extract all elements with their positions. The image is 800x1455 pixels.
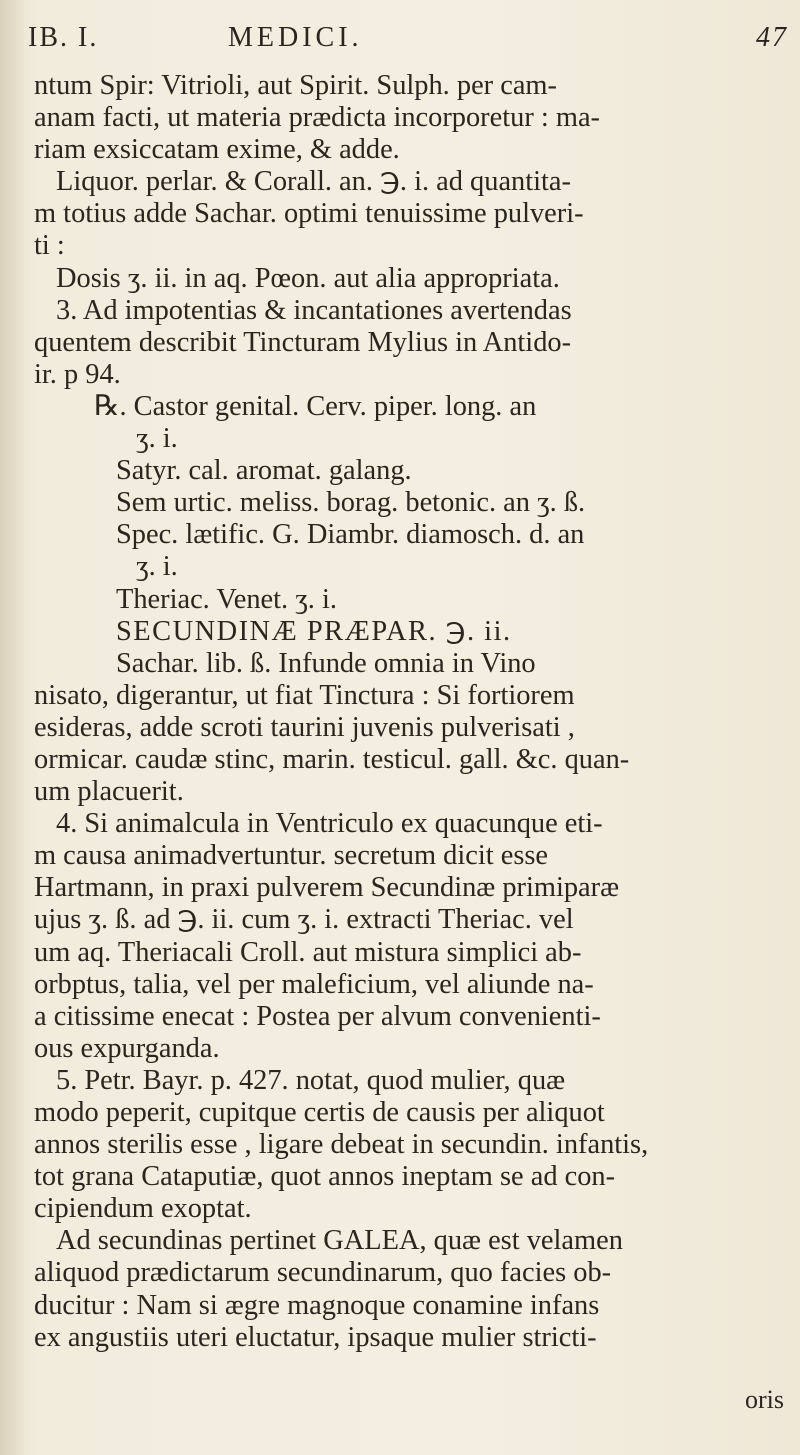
text-line: ex angustiis uteri eluctatur, ipsaque mulier stricti- [34, 1321, 597, 1353]
text-line: Sachar. lib. ß. Infunde omnia in Vino [116, 647, 536, 679]
text-line: ujus ʒ. ß. ad ℈. ii. cum ʒ. i. extracti Theriac. vel [34, 904, 574, 936]
text-line: ous expurganda. [34, 1032, 220, 1064]
text-line: ti : [34, 230, 65, 262]
text-line: Liquor. perlar. & Corall. an. ℈. i. ad quantita- [56, 166, 571, 198]
text-line: ducitur : Nam si ægre magnoque conamine infans [34, 1289, 600, 1321]
running-header [28, 22, 788, 62]
text-line: um placuerit. [34, 776, 184, 808]
text-line: Dosis ʒ. ii. in aq. Pœon. aut alia appropriata. [56, 262, 560, 294]
text-line: Theriac. Venet. ʒ. i. [116, 583, 337, 615]
text-line: esideras, adde scroti taurini juvenis pulverisati , [34, 711, 575, 743]
catchword: oris [745, 1385, 784, 1414]
text-line: annos sterilis esse , ligare debeat in secundin. infantis, [34, 1129, 649, 1161]
text-line: m causa animadvertuntur. secretum dicit esse [34, 840, 549, 872]
text-line: cipiendum exoptat. [34, 1193, 252, 1225]
text-line: Spec. lætific. G. Diambr. diamosch. d. an [116, 519, 585, 551]
header-book-number: IB. I. [28, 22, 99, 53]
text-line: tot grana Cataputiæ, quot annos ineptam se ad con- [34, 1161, 616, 1193]
text-line: anam facti, ut materia prædicta incorporetur : ma- [34, 102, 600, 134]
header-title: MEDICI. [228, 22, 363, 53]
page-number: 47 [756, 22, 788, 53]
text-line: ʒ. i. [136, 423, 178, 455]
text-line: quentem describit Tincturam Mylius in Antido- [34, 326, 572, 358]
text-line: 3. Ad impotentias & incantationes avertendas [56, 294, 572, 326]
text-line: modo peperit, cupitque certis de causis per aliquot [34, 1097, 605, 1128]
text-line: ormicar. caudæ stinc, marin. testicul. gall. &c. quan- [34, 743, 630, 775]
text-line: Hartmann, in praxi pulverem Secundinæ primiparæ [34, 872, 620, 904]
text-line: 5. Petr. Bayr. p. 427. notat, quod mulier, quæ [56, 1064, 566, 1096]
text-line: riam exsiccatam exime, & adde. [34, 134, 400, 166]
text-line: ʒ. i. [136, 551, 178, 583]
text-line: ℞. Castor genital. Cerv. piper. long. an [94, 390, 537, 422]
text-line: um aq. Theriacali Croll. aut mistura simplici ab- [34, 936, 582, 968]
text-line: orbptus, talia, vel per maleficium, vel aliunde na- [34, 968, 594, 1000]
text-line: Satyr. cal. aromat. galang. [116, 455, 412, 487]
text-line: nisato, digerantur, ut fiat Tinctura : Si fortiorem [34, 679, 575, 711]
text-line: SECUNDINÆ PRÆPAR. ℈. ii. [116, 615, 512, 647]
text-line: ir. p 94. [34, 358, 121, 390]
text-line: 4. Si animalcula in Ventriculo ex quacunque eti- [56, 808, 603, 840]
text-line: a citissime enecat : Postea per alvum convenienti- [34, 1000, 601, 1032]
text-line: aliquod prædictarum secundinarum, quo facies ob- [34, 1257, 612, 1289]
text-line: Ad secundinas pertinet GALEA, quæ est velamen [56, 1225, 623, 1257]
text-body [34, 70, 790, 1354]
text-line: m totius adde Sachar. optimi tenuissime pulveri- [34, 198, 584, 230]
text-line: ntum Spir: Vitrioli, aut Spirit. Sulph. per cam- [34, 70, 557, 101]
page-gutter [0, 0, 24, 1455]
text-line: Sem urtic. meliss. borag. betonic. an ʒ. ß. [116, 487, 586, 519]
